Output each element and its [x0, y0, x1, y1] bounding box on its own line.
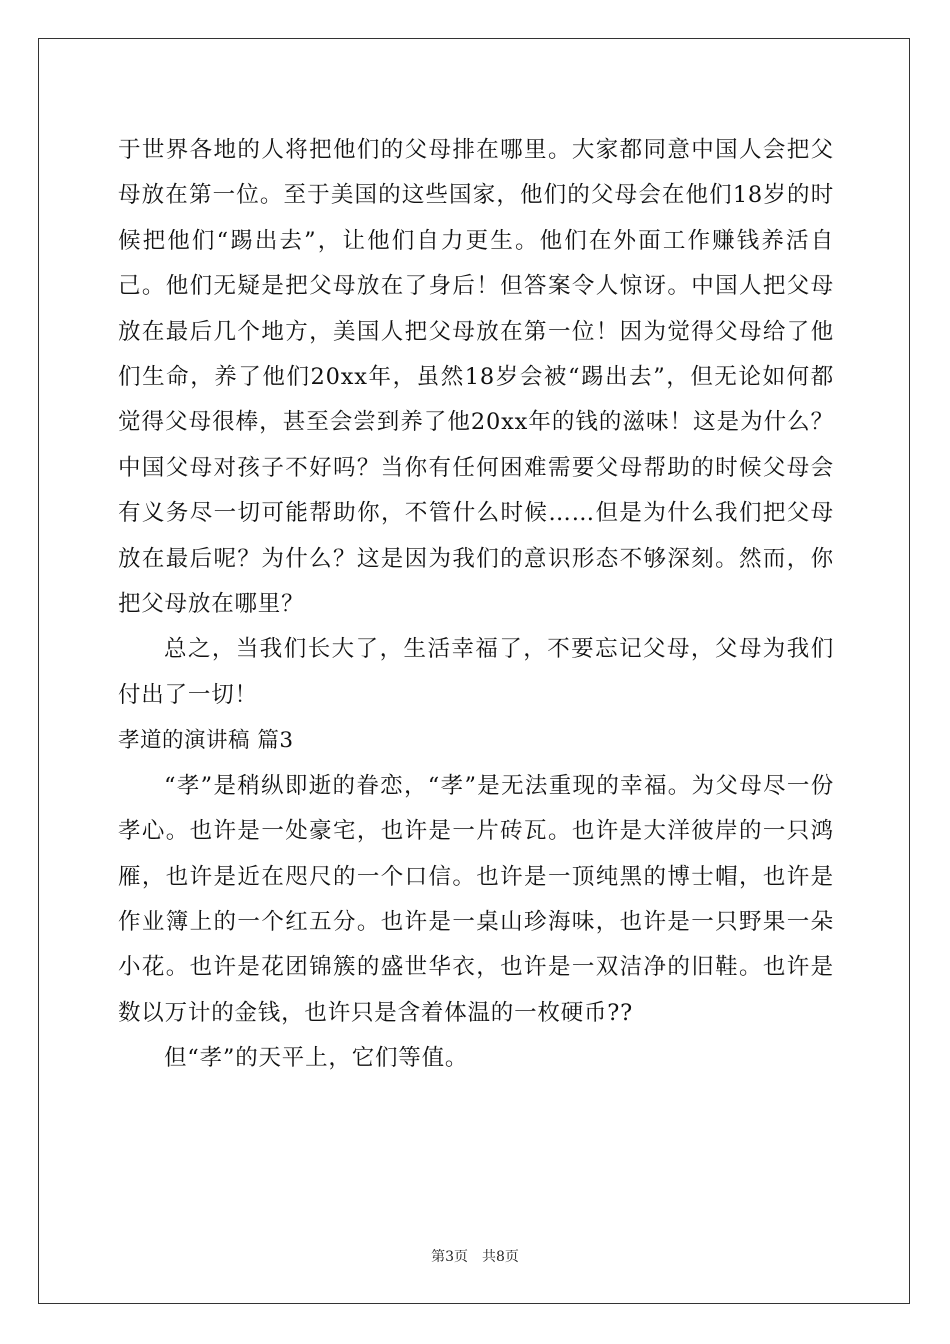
section-paragraph-1: “孝”是稍纵即逝的眷恋，“孝”是无法重现的幸福。为父母尽一份孝心。也许是一处豪宅，也许是一片砖瓦。也许是大洋彼岸的一只鸿雁，也许是近在咫尺的一个口信。也许是一顶纯黑的博士帽，也许是作业簿上的一个红五分。也许是一桌山珍海味，也许是一只野果一朵小花。也许是花团锦簇的盛世华衣，也许是一双洁净的旧鞋。也许是数以万计的金钱，也许只是含着体温的一枚硬币??: [118, 772, 834, 1026]
page-number: 第3页 共8页: [431, 1249, 519, 1265]
section-paragraph-2: 但“孝”的天平上，它们等值。: [164, 1045, 469, 1072]
page-footer: [0, 1246, 950, 1266]
document-body: [118, 128, 834, 1082]
body-paragraph-conclusion: 总之，当我们长大了，生活幸福了，不要忘记父母，父母为我们付出了一切！: [118, 636, 834, 708]
section-heading: 孝道的演讲稿 篇3: [118, 728, 294, 754]
body-paragraph-continued: 于世界各地的人将把他们的父母排在哪里。大家都同意中国人会把父母放在第一位。至于美国的这些国家，他们的父母会在他们18岁的时候把他们“踢出去”，让他们自力更生。他们在外面工作赚钱养活自己。他们无疑是把父母放在了身后！但答案令人惊讶。中国人把父母放在最后几个地方，美国人把父母放在第一位！因为觉得父母给了他们生命，养了他们20xx年，虽然18岁会被“踢出去”，但无论如何都觉得父母很棒，甚至会尝到养了他20xx年的钱的滋味！这是为什么？中国父母对孩子不好吗？当你有任何困难需要父母帮助的时候父母会有义务尽一切可能帮助你，不管什么时候……但是为什么我们把父母放在最后呢？为什么？这是因为我们的意识形态不够深刻。然而，你把父母放在哪里？: [118, 137, 834, 618]
